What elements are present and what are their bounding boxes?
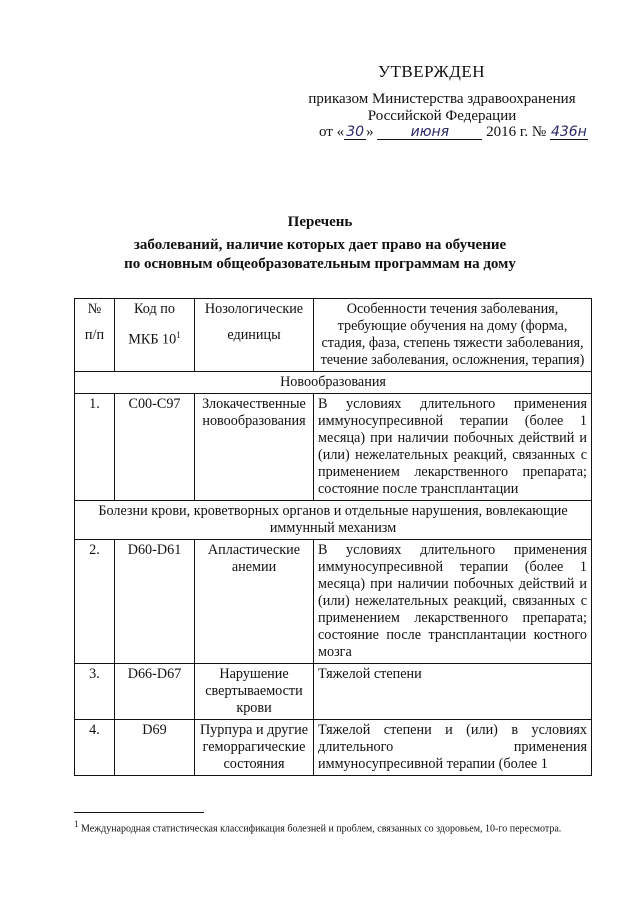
row-code: D60-D61 <box>115 540 195 664</box>
row-num: 4. <box>75 720 115 776</box>
approved-stamp: УТВЕРЖДЕН <box>378 62 485 81</box>
row-num: 3. <box>75 664 115 720</box>
section-row <box>75 501 592 540</box>
row-features: В условиях длительного применения иммуносупресивной терапии (более 1 месяца) при наличии побочных действий и (или) нежелательных реакций, связанных с применением лекарственного препарата; состояние после трансплантации <box>314 394 592 501</box>
row-code: D66-D67 <box>115 664 195 720</box>
order-number-handwritten: 436н <box>550 124 587 140</box>
row-features: Тяжелой степени и (или) в условиях длительного применения иммуносупресивной терапии (более 1 <box>314 720 592 776</box>
row-nosology: Апластические анемии <box>195 540 314 664</box>
header-nosology <box>195 299 314 372</box>
row-code: C00-C97 <box>115 394 195 501</box>
header-code-line-1: Код по <box>134 301 175 317</box>
header-features: Особенности течения заболевания, требующие обучения на дому (форма, стадия, фаза, степень тяжести заболевания, течение заболевания, осложнения, терапия) <box>314 299 592 372</box>
diseases-table <box>74 298 592 776</box>
table-header-row <box>75 299 592 372</box>
title-line-2: заболеваний, наличие которых дает право на обучение <box>133 237 507 253</box>
footnote-ref: 1 <box>176 330 181 340</box>
table-row <box>75 720 592 776</box>
date-month-handwritten: июня <box>377 125 482 140</box>
order-date-line <box>319 124 588 141</box>
row-code: D69 <box>115 720 195 776</box>
table-row <box>75 664 592 720</box>
document-title <box>80 213 560 274</box>
header-code <box>115 299 195 372</box>
row-features: Тяжелой степени <box>314 664 592 720</box>
date-prefix: от « <box>319 124 345 140</box>
footnote-divider <box>74 812 204 813</box>
section-title-neoplasms: Новообразования <box>75 372 592 394</box>
date-mid: » <box>366 124 378 140</box>
footnote-mark: 1 <box>74 819 79 829</box>
order-line-1: приказом Министерства здравоохранения <box>308 91 576 107</box>
table-row <box>75 540 592 664</box>
header-code-line-2 <box>119 327 190 349</box>
header-num <box>75 299 115 372</box>
section-row <box>75 372 592 394</box>
header-code-label: МКБ 10 <box>128 331 177 348</box>
header-nosology-line-1: Нозологические <box>204 301 304 317</box>
row-nosology: Нарушение свертываемости крови <box>195 664 314 720</box>
row-nosology: Пурпура и другие геморрагические состояния <box>195 720 314 776</box>
date-year: 2016 г. № <box>486 124 547 140</box>
order-line-2: Российской Федерации <box>367 108 517 124</box>
title-line-3: по основным общеобразовательным программам на дому <box>124 256 516 272</box>
row-num: 2. <box>75 540 115 664</box>
row-nosology: Злокачественные новообразования <box>195 394 314 501</box>
footnote-text: Международная статистическая классификация болезней и проблем, связанных со здоровьем, 10-го пересмотра. <box>81 823 562 835</box>
footnote <box>74 817 592 836</box>
header-nosology-line-2: единицы <box>227 327 281 343</box>
header-num-line-2: п/п <box>84 327 105 343</box>
table-row <box>75 394 592 501</box>
row-num: 1. <box>75 394 115 501</box>
title-line-1: Перечень <box>287 214 353 230</box>
order-reference <box>292 91 592 125</box>
section-title-blood-diseases: Болезни крови, кроветворных органов и отдельные нарушения, вовлекающие иммунный механизм <box>75 501 592 540</box>
row-features: В условиях длительного применения иммуносупресивной терапии (более 1 месяца) при наличии побочных действий и (или) нежелательных реакций, связанных с применением лекарственного препарата; состояние после трансплантации костного мозга <box>314 540 592 664</box>
date-day-handwritten: 30 <box>344 125 366 140</box>
header-num-line-1: № <box>87 301 102 317</box>
